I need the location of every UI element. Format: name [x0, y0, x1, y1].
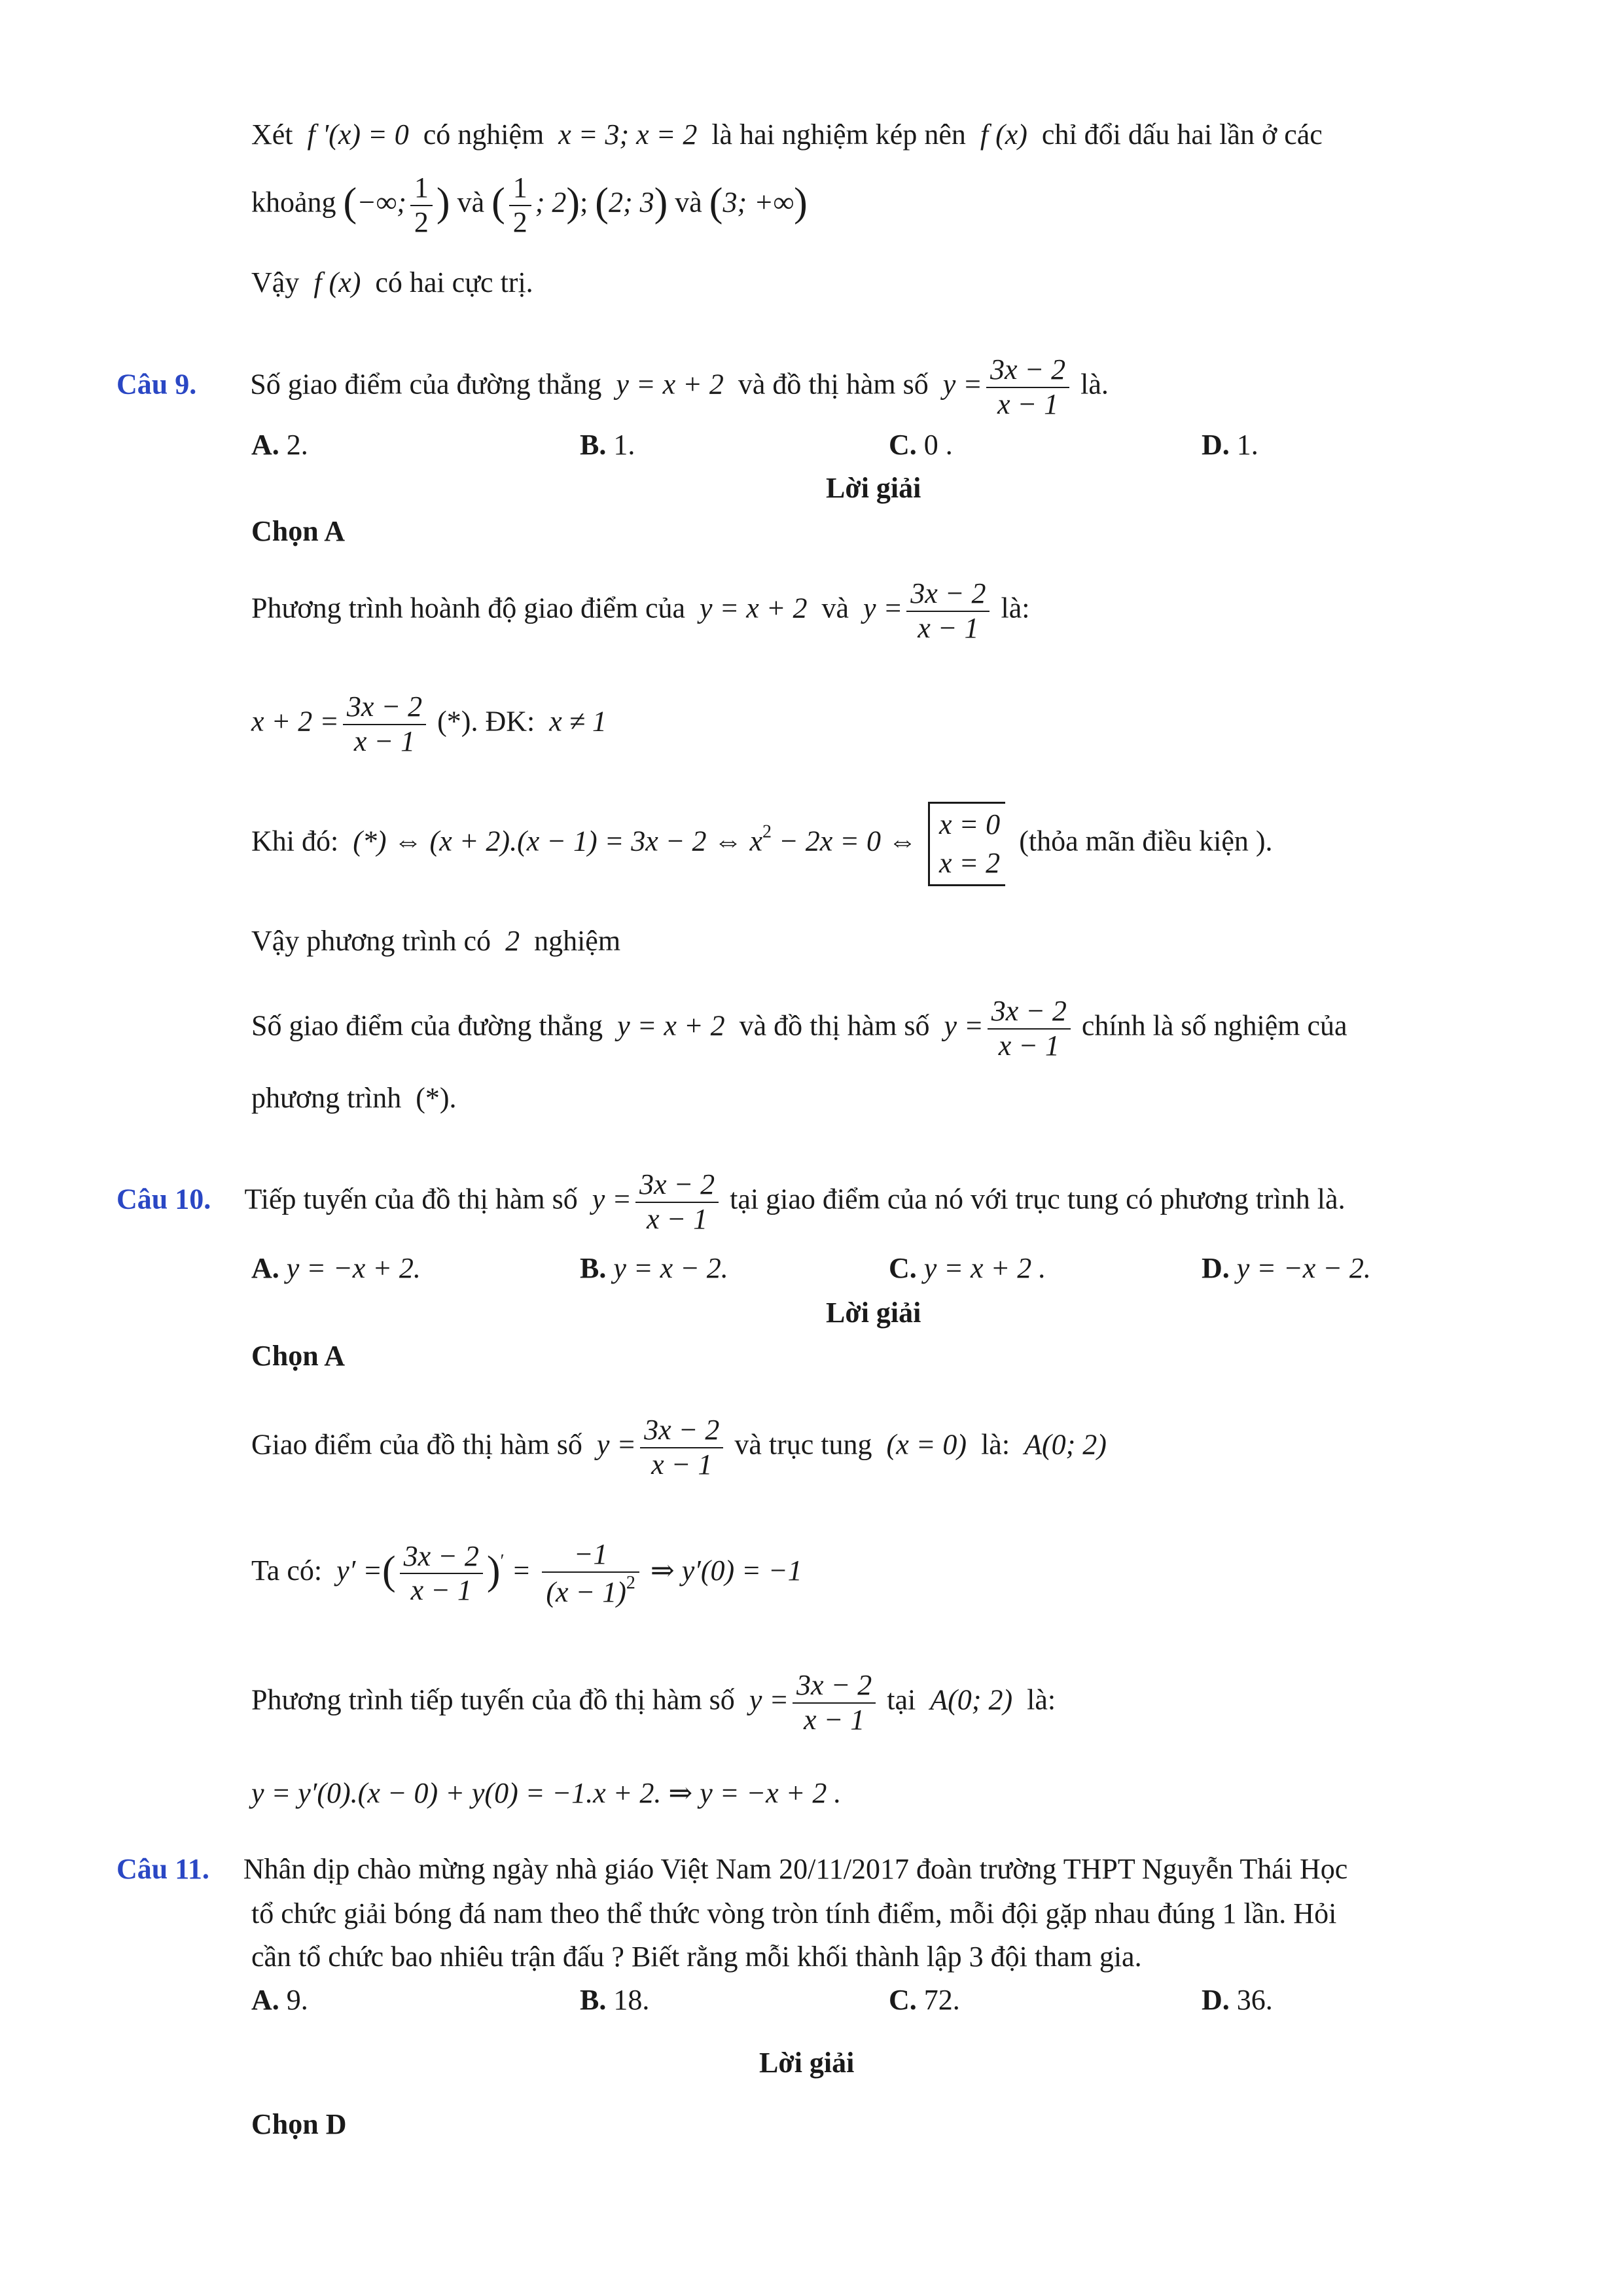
- q11-solution-title: Lời giải: [759, 2047, 855, 2079]
- q9-choice-c: C. 0 .: [889, 429, 953, 461]
- q9-solution-title: Lời giải: [826, 472, 921, 504]
- fraction-half: $\frac{1}{2}$: [509, 171, 531, 239]
- question-number: Câu 11.: [116, 1853, 209, 1885]
- q11-line-2: tổ chức giải bóng đá nam theo thể thức vòng tròn tính điểm, mỗi đội gặp nhau đúng 1 lần. Hỏi: [251, 1897, 1337, 1929]
- q11-choice-b: B. 18.: [580, 1984, 650, 2016]
- q11-line-3: cần tổ chức bao nhiêu trận đấu ? Biết rằng mỗi khối thành lập 3 đội tham gia.: [251, 1941, 1142, 1973]
- intro-line-3: Vậy f (x) có hai cực trị.: [251, 266, 533, 298]
- fraction-function: $\frac{3x - 2}{x - 1}$: [635, 1168, 719, 1236]
- q9-sol-line-2: x + 2 = $\frac{3x - 2}{x - 1}$ (*). ĐK: x ≠ 1: [251, 691, 607, 757]
- derivative-equation: f '(x) = 0: [307, 118, 409, 151]
- q11-choice-c: C. 72.: [889, 1984, 960, 2016]
- q9-choice-d: D. 1.: [1202, 429, 1258, 461]
- q10-sol-line-4: y = y′(0).(x − 0) + y(0) = −1.x + 2. ⇒ y = −x + 2 .: [251, 1777, 842, 1809]
- q10-choice-a: A. y = −x + 2.: [251, 1252, 421, 1284]
- q11-choice-d: D. 36.: [1202, 1984, 1273, 2016]
- question-11: Câu 11. Nhân dịp chào mừng ngày nhà giáo Việt Nam 20/11/2017 đoàn trường THPT Nguyễn Thái Học: [116, 1853, 1348, 1885]
- q10-choice-b: B. y = x − 2.: [580, 1252, 728, 1284]
- q9-choice-b: B. 1.: [580, 429, 635, 461]
- q9-choice-a: A. 2.: [251, 429, 308, 461]
- question-9: Câu 9. Số giao điểm của đường thẳng y = x + 2 và đồ thị hàm số y = $\frac{3x - 2}{x - 1}$ là.: [116, 353, 1109, 420]
- q11-answer: Chọn D: [251, 2108, 347, 2140]
- q10-sol-line-2: Ta có: y′ =( $\frac{3x - 2}{x - 1}$ )′ = $\frac{-1}{(x - 1)^2}$ ⇒ y′(0) = −1: [251, 1538, 802, 1608]
- q9-sol-line-1: Phương trình hoành độ giao điểm của y = x + 2 và y = $\frac{3x - 2}{x - 1}$ là:: [251, 577, 1030, 644]
- q11-choice-a: A. 9.: [251, 1984, 308, 2016]
- q9-sol-line-4: Vậy phương trình có 2 nghiệm: [251, 925, 621, 957]
- q10-choice-c: C. y = x + 2 .: [889, 1252, 1046, 1284]
- q10-choice-d: D. y = −x − 2.: [1202, 1252, 1371, 1284]
- root-system: x = 0 x = 2: [928, 802, 1005, 886]
- q10-sol-line-3: Phương trình tiếp tuyến của đồ thị hàm số y = $\frac{3x - 2}{x - 1}$ tại A(0; 2) là:: [251, 1669, 1056, 1736]
- question-10: Câu 10. Tiếp tuyến của đồ thị hàm số y = $\frac{3x - 2}{x - 1}$ tại giao điểm của nó với trục tung có phương trình là.: [116, 1168, 1346, 1235]
- fraction-half: $\frac{1}{2}$: [410, 171, 433, 239]
- q10-sol-line-1: Giao điểm của đồ thị hàm số y = $\frac{3x - 2}{x - 1}$ và trục tung (x = 0) là: A(0; 2): [251, 1414, 1107, 1480]
- q9-sol-line-6: phương trình (*).: [251, 1082, 457, 1114]
- roots: x = 3; x = 2: [558, 118, 698, 151]
- q10-answer: Chọn A: [251, 1340, 346, 1372]
- question-number: Câu 9.: [116, 368, 197, 401]
- intro-line-1: Xét f '(x) = 0 có nghiệm x = 3; x = 2 là hai nghiệm kép nên f (x) chỉ đổi dấu hai lần ở các: [251, 118, 1323, 151]
- q10-solution-title: Lời giải: [826, 1297, 921, 1329]
- question-number: Câu 10.: [116, 1183, 211, 1215]
- q9-sol-line-5: Số giao điểm của đường thẳng y = x + 2 và đồ thị hàm số y = $\frac{3x - 2}{x - 1}$ chính là số nghiệm của: [251, 995, 1347, 1062]
- fraction-function: $\frac{3x - 2}{x - 1}$: [986, 353, 1069, 421]
- intro-line-2: khoảng (−∞; $\frac{1}{2}$ ) và ( $\frac{1}{2}$ ; 2); (2; 3) và (3; +∞): [251, 171, 808, 238]
- q9-answer: Chọn A: [251, 515, 346, 547]
- q9-sol-line-3: Khi đó: (*) ⇔ (x + 2).(x − 1) = 3x − 2 ⇔ $x^2 - 2x = 0$ ⇔ x = 0 x = 2 (thỏa mãn điều kiện ).: [251, 802, 1273, 886]
